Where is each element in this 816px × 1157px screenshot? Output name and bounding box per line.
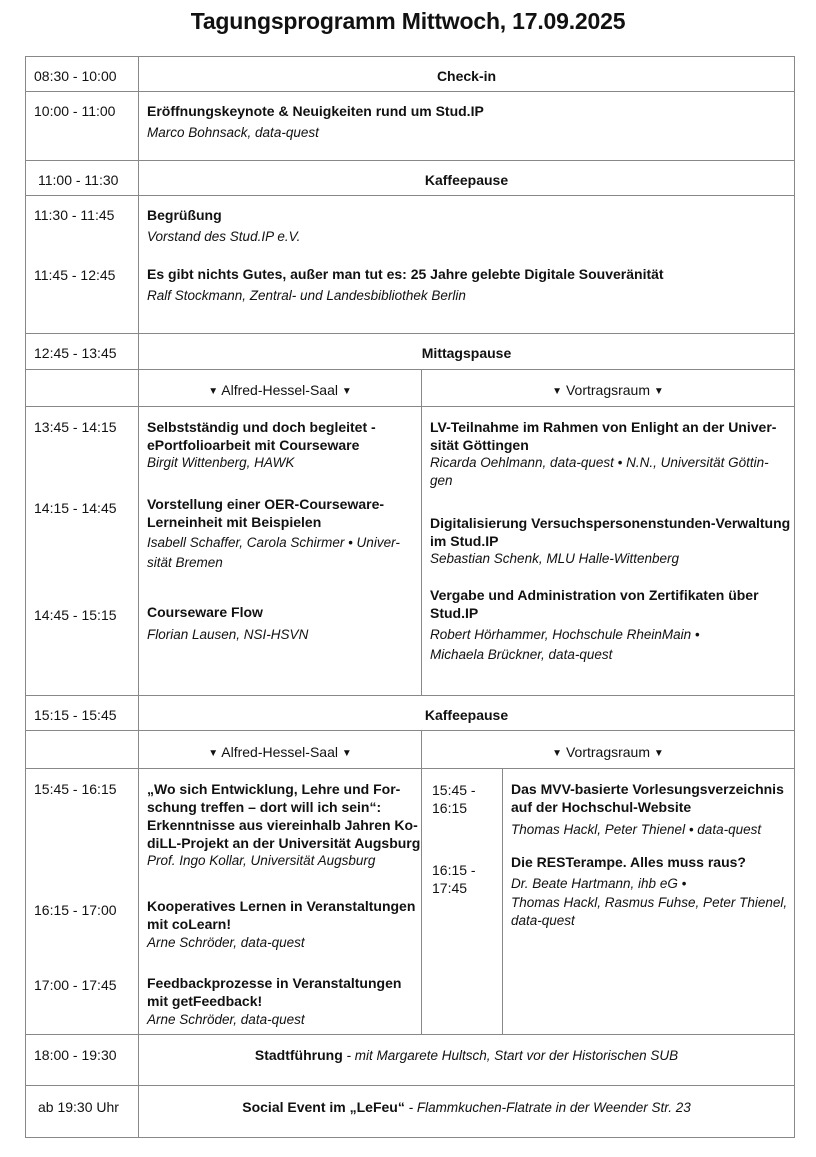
social-event-detail: - Flammkuchen-Flatrate in der Weender Str. 23: [404, 1100, 691, 1115]
session-title: diLL-Projekt an der Universität Augsburg: [147, 835, 421, 851]
session-speaker: Arne Schröder, data-quest: [147, 935, 305, 950]
session-title: ePortfolioarbeit mit Courseware: [147, 437, 360, 453]
session-speaker: Isabell Schaffer, Carola Schirmer • Univer-: [147, 535, 400, 550]
page-title: Tagungsprogramm Mittwoch, 17.09.2025: [190, 8, 626, 34]
session-speaker: Arne Schröder, data-quest: [147, 1012, 305, 1027]
time-label: 12:45 - 13:45: [34, 345, 117, 361]
room-column-divider: [421, 369, 422, 695]
row-divider: [26, 91, 794, 92]
row-divider: [26, 1085, 794, 1086]
row-divider: [26, 160, 794, 161]
time-label: 11:30 - 11:45: [34, 207, 115, 223]
break-label: Kaffeepause: [424, 172, 509, 188]
checkin-label: Check-in: [436, 68, 497, 84]
session-speaker: Robert Hörhammer, Hochschule RheinMain •: [430, 627, 700, 642]
time-column-divider: [138, 57, 139, 1137]
session-speaker: Marco Bohnsack, data-quest: [147, 125, 319, 140]
time-label: 11:00 - 11:30: [38, 172, 119, 188]
row-divider: [26, 695, 794, 696]
session-title: Die RESTerampe. Alles muss raus?: [511, 854, 746, 870]
session-title: sität Göttingen: [430, 437, 529, 453]
session-speaker: Birgit Wittenberg, HAWK: [147, 455, 295, 470]
session-title: Eröffnungskeynote & Neuigkeiten rund um Stud.IP: [147, 103, 484, 119]
row-divider: [26, 730, 794, 731]
time-label: 15:15 - 15:45: [34, 707, 117, 723]
session-speaker: Thomas Hackl, Rasmus Fuhse, Peter Thienel,: [511, 895, 788, 910]
time-label: 18:00 - 19:30: [34, 1047, 117, 1063]
row-divider: [26, 369, 794, 370]
triangle-down-icon: ▼: [208, 748, 219, 759]
session-title: Lerneinheit mit Beispielen: [147, 514, 322, 530]
session-title: auf der Hochschul-Website: [511, 799, 692, 815]
time-label: 14:45 - 15:15: [34, 607, 117, 623]
session-speaker: gen: [430, 473, 453, 488]
time-label: 17:45: [432, 880, 468, 896]
triangle-down-icon: ▼: [552, 386, 563, 397]
session-title: Feedbackprozesse in Veranstaltungen: [147, 975, 402, 991]
triangle-down-icon: ▼: [552, 748, 563, 759]
session-speaker: Michaela Brückner, data-quest: [430, 647, 613, 662]
triangle-down-icon: ▼: [653, 748, 664, 759]
session-title: schung treffen – dort will ich sein“:: [147, 799, 382, 815]
room-header-right: ▼ Vortragsraum ▼: [422, 381, 794, 401]
social-event-label: Social Event im „LeFeu“: [242, 1099, 405, 1115]
session-speaker: Vorstand des Stud.IP e.V.: [147, 229, 301, 244]
session-title: Vergabe und Administration von Zertifikaten über: [430, 587, 759, 603]
city-tour-label: Stadtführung: [254, 1047, 343, 1063]
session-speaker: Ricarda Oehlmann, data-quest • N.N., Universität Göttin-: [430, 455, 769, 470]
subtime-column-divider: [502, 768, 503, 1034]
time-label: 11:45 - 12:45: [34, 267, 116, 283]
session-speaker: Florian Lausen, NSI-HSVN: [147, 627, 309, 642]
time-label: 10:00 - 11:00: [34, 103, 116, 119]
session-speaker: Ralf Stockmann, Zentral- und Landesbibliothek Berlin: [147, 288, 466, 303]
session-title: Erkenntnisse aus viereinhalb Jahren Ko-: [147, 817, 418, 833]
session-title: Courseware Flow: [147, 604, 263, 620]
triangle-down-icon: ▼: [341, 386, 352, 397]
session-speaker: Sebastian Schenk, MLU Halle-Wittenberg: [430, 551, 679, 566]
triangle-down-icon: ▼: [341, 748, 352, 759]
row-divider: [26, 406, 794, 407]
session-speaker: Dr. Beate Hartmann, ihb eG •: [511, 876, 687, 891]
session-title: Selbstständig und doch begleitet -: [147, 419, 376, 435]
city-tour-detail: - mit Margarete Hultsch, Start vor der Historischen SUB: [342, 1048, 679, 1063]
room-header-right: ▼ Vortragsraum ▼: [422, 743, 794, 763]
time-label: 15:45 -: [432, 782, 476, 798]
break-label: Kaffeepause: [424, 707, 509, 723]
session-title: Das MVV-basierte Vorlesungsverzeichnis: [511, 781, 784, 797]
session-title: „Wo sich Entwicklung, Lehre und For-: [147, 781, 401, 797]
room-column-divider: [421, 730, 422, 1034]
time-label: 16:15 - 17:00: [34, 902, 117, 918]
session-title: LV-Teilnahme im Rahmen von Enlight an der Univer-: [430, 419, 777, 435]
row-divider: [26, 768, 794, 769]
time-label: 16:15: [432, 800, 468, 816]
session-title: mit coLearn!: [147, 916, 232, 932]
time-label: 13:45 - 14:15: [34, 419, 117, 435]
social-event-row: [139, 1098, 794, 1117]
time-label: 08:30 - 10:00: [34, 68, 117, 84]
session-title: Stud.IP: [430, 605, 479, 621]
row-divider: [26, 195, 794, 196]
session-speaker: Thomas Hackl, Peter Thienel • data-quest: [511, 822, 762, 837]
schedule-table: [25, 56, 795, 1138]
room-header-left: ▼ Alfred-Hessel-Saal ▼: [139, 381, 421, 401]
session-title: mit getFeedback!: [147, 993, 263, 1009]
row-divider: [26, 1034, 794, 1035]
triangle-down-icon: ▼: [208, 386, 219, 397]
session-title: Digitalisierung Versuchspersonenstunden-Verwaltung: [430, 515, 791, 531]
city-tour-row: [139, 1046, 794, 1065]
session-title: Kooperatives Lernen in Veranstaltungen: [147, 898, 416, 914]
session-title: Vorstellung einer OER-Courseware-: [147, 496, 385, 512]
time-label: 14:15 - 14:45: [34, 500, 117, 516]
session-title: im Stud.IP: [430, 533, 499, 549]
room-header-left: ▼ Alfred-Hessel-Saal ▼: [139, 743, 421, 763]
session-speaker: Prof. Ingo Kollar, Universität Augsburg: [147, 853, 376, 868]
row-divider: [26, 333, 794, 334]
time-label: ab 19:30 Uhr: [38, 1099, 119, 1115]
time-label: 15:45 - 16:15: [34, 781, 117, 797]
time-label: 16:15 -: [432, 862, 476, 878]
lunch-label: Mittagspause: [421, 345, 512, 361]
session-speaker: data-quest: [511, 913, 575, 928]
session-speaker: sität Bremen: [147, 555, 223, 570]
session-title: Begrüßung: [147, 207, 222, 223]
session-title: Es gibt nichts Gutes, außer man tut es: 25 Jahre gelebte Digitale Souveränität: [147, 266, 664, 282]
time-label: 17:00 - 17:45: [34, 977, 117, 993]
triangle-down-icon: ▼: [653, 386, 664, 397]
